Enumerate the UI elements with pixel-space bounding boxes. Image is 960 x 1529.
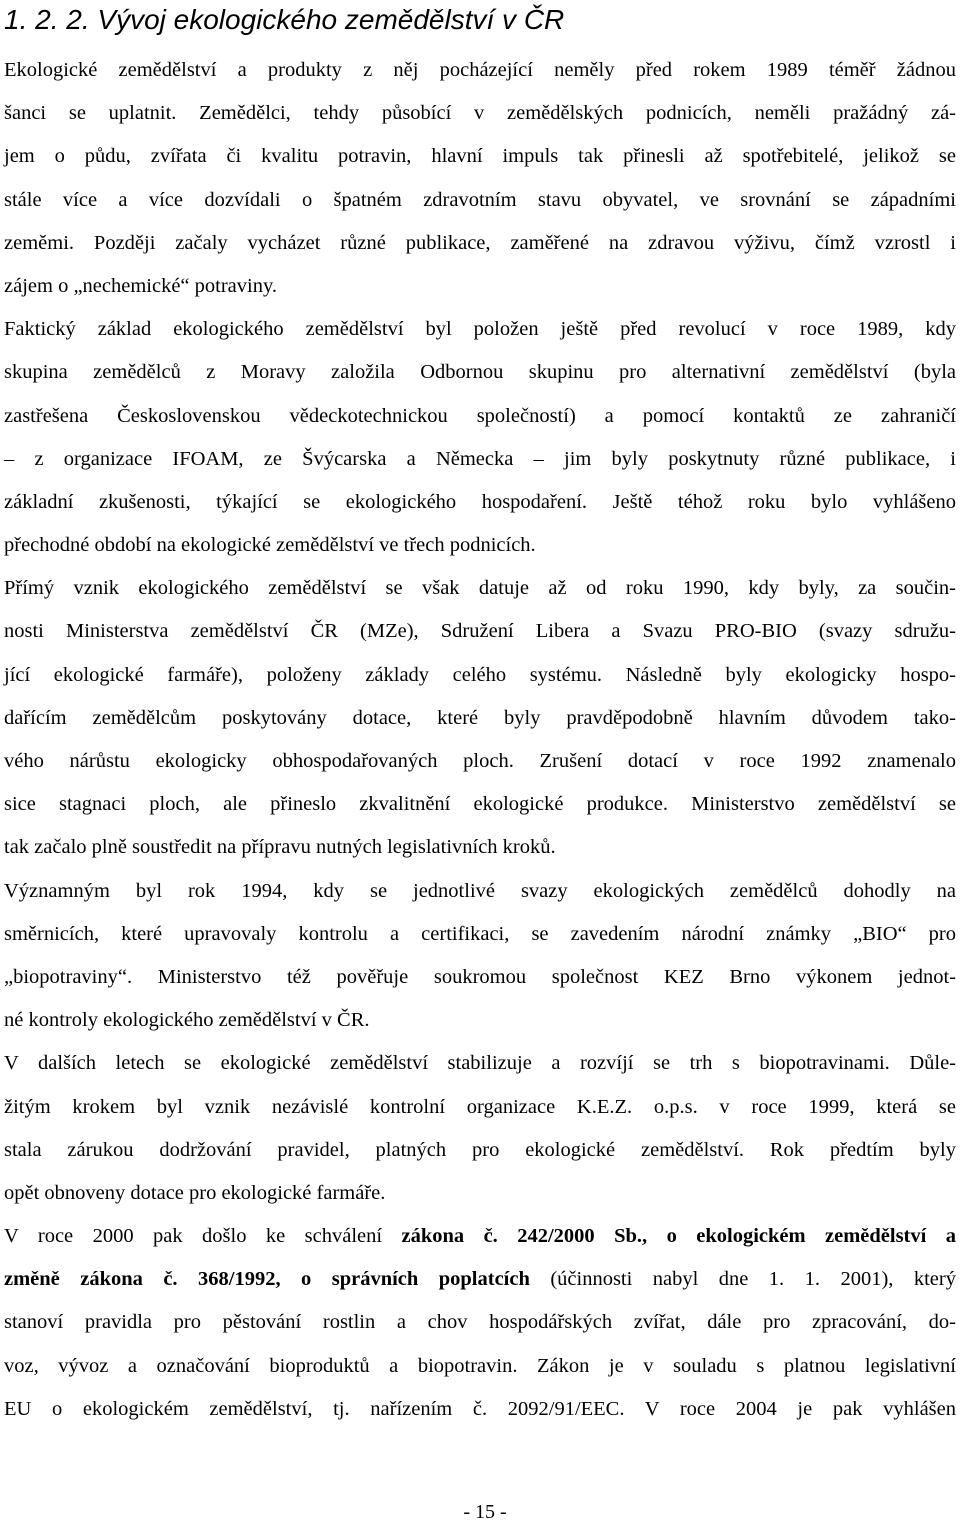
text-line: skupina zemědělců z Moravy založila Odbornou skupinu pro alternativní zemědělství (byla — [4, 361, 956, 384]
text-line: šanci se uplatnit. Zemědělci, tehdy působící v zemědělských podnicích, neměli pražádný zá- — [4, 102, 956, 125]
text-line: jící ekologické farmáře), položeny základy celého systému. Následně byly ekologicky hospo- — [4, 663, 956, 686]
bold-text: zákona č. 242/2000 Sb., o ekologickém zemědělství a — [401, 1225, 957, 1248]
text-line: základní zkušenosti, týkající se ekologického hospodaření. Ještě téhož roku bylo vyhlášeno — [4, 490, 956, 513]
text-line: zeměmi. Později začaly vycházet různé publikace, zaměřené na zdravou výživu, čímž vzrostl i — [4, 231, 956, 254]
text-segment: (účinnosti nabyl dne 1. 1. 2001), který — [529, 1268, 956, 1291]
text-line: tak začalo plně soustředit na přípravu nutných legislativních kroků. — [4, 836, 556, 859]
text-segment: V roce 2000 pak došlo ke schválení — [4, 1225, 402, 1248]
text-line: opět obnoveny dotace pro ekologické farmáře. — [4, 1181, 386, 1204]
text-line: přechodné období na ekologické zemědělství ve třech podnicích. — [4, 534, 536, 557]
text-line: stále více a více dozvídali o špatném zdravotním stavu obyvatel, ve srovnání se západními — [4, 188, 956, 211]
text-line: žitým krokem byl vznik nezávislé kontrolní organizace K.E.Z. o.p.s. v roce 1999, která se — [4, 1095, 956, 1118]
text-line: směrnicích, které upravovaly kontrolu a certifikaci, se zavedením národní známky „BIO“ pro — [4, 922, 956, 945]
text-line: V dalších letech se ekologické zemědělství stabilizuje a rozvíjí se trh s biopotravinami. Důle- — [4, 1052, 956, 1075]
text-line: vého nárůstu ekologicky obhospodařovaných ploch. Zrušení dotací v roce 1992 znamenalo — [4, 750, 956, 772]
section-heading: 1. 2. 2. Vývoj ekologického zemědělství v ČR — [4, 4, 565, 35]
text-line: „biopotraviny“. Ministerstvo též pověřuje soukromou společnost KEZ Brno výkonem jednot- — [4, 965, 956, 988]
text-line: nosti Ministerstva zemědělství ČR (MZe), Sdružení Libera a Svazu PRO-BIO (svazy sdružu- — [4, 620, 956, 643]
text-line: sice stagnaci ploch, ale přineslo zkvalitnění ekologické produkce. Ministerstvo zemědělství se — [4, 793, 956, 816]
text-line: zájem o „nechemické“ potraviny. — [4, 274, 278, 297]
text-line: voz, vývoz a označování bioproduktů a biopotravin. Zákon je v souladu s platnou legislativní — [4, 1354, 956, 1377]
text-line: dařícím zemědělcům poskytovány dotace, které byly pravděpodobně hlavním důvodem tako- — [4, 706, 956, 729]
text-line: EU o ekologickém zemědělství, tj. nařízením č. 2092/91/EEC. V roce 2004 je pak vyhlášen — [4, 1397, 956, 1420]
text-line: stala zárukou dodržování pravidel, platných pro ekologické zemědělství. Rok předtím byly — [4, 1138, 956, 1161]
text-line: jem o půdu, zvířata či kvalitu potravin, hlavní impuls tak přinesli až spotřebitelé, jelikož se — [4, 145, 956, 168]
text-line: zastřešena Československou vědeckotechnickou společností) a pomocí kontaktů ze zahraničí — [4, 404, 956, 427]
text-line — [4, 1215, 956, 1258]
body-text — [4, 49, 956, 1431]
text-line: né kontroly ekologického zemědělství v ČR. — [4, 1009, 370, 1032]
text-line: stanoví pravidla pro pěstování rostlin a chov hospodářských zvířat, dále pro zpracování, do- — [4, 1311, 956, 1334]
text-line: Faktický základ ekologického zemědělství byl položen ještě před revolucí v roce 1989, kdy — [4, 318, 956, 341]
text-line: Ekologické zemědělství a produkty z něj pocházející neměly před rokem 1989 téměř žádnou — [4, 59, 956, 81]
text-line: Významným byl rok 1994, kdy se jednotlivé svazy ekologických zemědělců dohodly na — [4, 879, 956, 902]
page-number: - 15 - — [463, 1501, 507, 1523]
bold-text: změně zákona č. 368/1992, o správních poplatcích — [4, 1268, 530, 1291]
text-line: – z organizace IFOAM, ze Švýcarska a Německa – jim byly poskytnuty různé publikace, i — [4, 447, 956, 470]
text-line: Přímý vznik ekologického zemědělství se však datuje až od roku 1990, kdy byly, za součin- — [4, 577, 956, 600]
text-line — [4, 1258, 956, 1301]
